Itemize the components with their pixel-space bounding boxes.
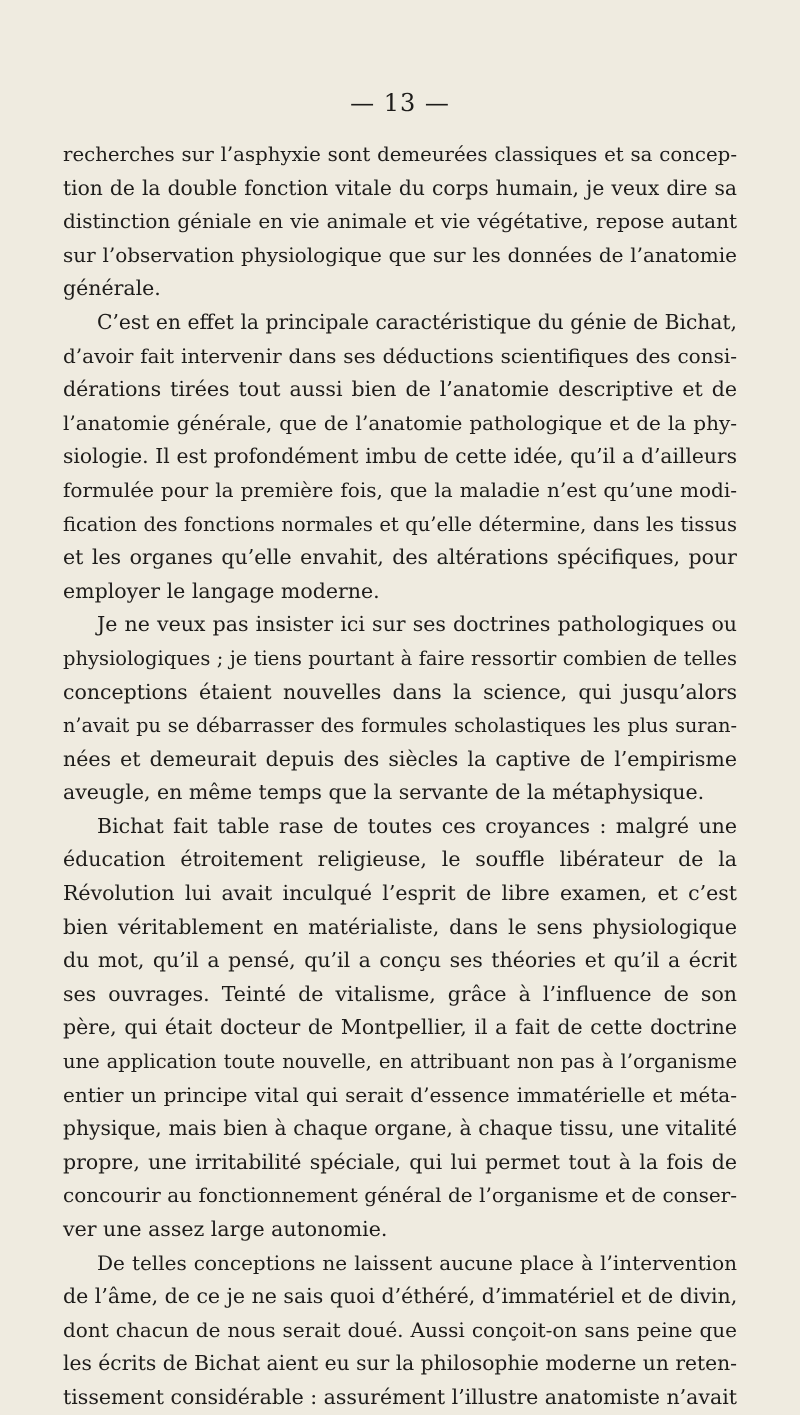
text-line: bien véritablement en matérialiste, dans le sens physiologique — [63, 914, 737, 939]
text-line: sur l’observation physiologique que sur les données de l’anatomie — [63, 242, 737, 267]
text-line: recherches sur l’asphyxie sont demeurées classiques et sa concep- — [63, 143, 737, 166]
text-line: ver une assez large autonomie. — [63, 1217, 388, 1241]
text-line: l’anatomie générale, que de l’anatomie pathologique et de la phy- — [63, 410, 737, 435]
text-line: les écrits de Bichat aient eu sur la philosophie moderne un reten- — [63, 1351, 737, 1376]
text-line: De telles conceptions ne laissent aucune place à l’intervention — [97, 1250, 737, 1275]
text-line: dont chacun de nous serait doué. Aussi conçoit-on sans peine que — [63, 1317, 737, 1342]
text-line: nées et demeurait depuis des siècles la captive de l’empirisme — [63, 746, 737, 771]
text-line: siologie. Il est profondément imbu de cette idée, qu’il a d’ailleurs — [63, 444, 737, 469]
page-number: — 13 — — [350, 89, 450, 117]
text-line: ses ouvrages. Teinté de vitalisme, grâce à l’influence de son — [63, 981, 737, 1006]
text-line: employer le langage moderne. — [63, 578, 380, 603]
text-line: physique, mais bien à chaque organe, à chaque tissu, une vitalité — [63, 1116, 737, 1141]
text-line: du mot, qu’il a pensé, qu’il a conçu ses théories et qu’il a écrit — [63, 948, 737, 973]
text-line: éducation étroitement religieuse, le souffle libérateur de la — [63, 847, 737, 872]
text-line: concourir au fonctionnement général de l’organisme et de conser- — [63, 1183, 737, 1208]
text-line: conceptions étaient nouvelles dans la science, qui jusqu’alors — [63, 679, 737, 704]
text-line: père, qui était docteur de Montpellier, il a fait de cette doctrine — [63, 1015, 737, 1040]
text-line: Je ne veux pas insister ici sur ses doctrines pathologiques ou — [97, 612, 737, 637]
text-line: n’avait pu se débarrasser des formules scholastiques les plus suran- — [63, 714, 737, 738]
text-line: dérations tirées tout aussi bien de l’anatomie descriptive et de — [63, 377, 737, 402]
text-line: entier un principe vital qui serait d’essence immatérielle et méta- — [63, 1082, 737, 1107]
text-line: tion de la double fonction vitale du corps humain, je veux dire sa — [63, 175, 737, 200]
text-line: aveugle, en même temps que la servante de la métaphysique. — [63, 780, 705, 805]
text-line: Révolution lui avait inculqué l’esprit de libre examen, et c’est — [63, 881, 737, 906]
text-line: Bichat fait table rase de toutes ces croyances : malgré une — [97, 813, 737, 838]
text-line: fication des fonctions normales et qu’elle détermine, dans les tissus — [63, 512, 737, 536]
text-line: formulée pour la première fois, que la maladie n’est qu’une modi- — [63, 477, 737, 502]
text-line: physiologiques ; je tiens pourtant à faire ressortir combien de telles — [63, 646, 737, 670]
text-line: de l’âme, de ce je ne sais quoi d’éthéré, d’immatériel et de divin, — [63, 1284, 738, 1309]
text-line: une application toute nouvelle, en attribuant non pas à l’organisme — [63, 1050, 737, 1074]
text-line: générale. — [63, 276, 161, 301]
text-line: et les organes qu’elle envahit, des altérations spécifiques, pour — [63, 545, 737, 570]
text-line: propre, une irritabilité spéciale, qui lui permet tout à la fois de — [63, 1149, 737, 1174]
body-text — [63, 138, 737, 1415]
text-line: C’est en effet la principale caractéristique du génie de Bichat, — [97, 309, 737, 334]
text-line: tissement considérable : assurément l’illustre anatomiste n’avait — [63, 1384, 737, 1409]
text-line: distinction géniale en vie animale et vie végétative, repose autant — [63, 209, 737, 234]
text-line: d’avoir fait intervenir dans ses déductions scientifiques des consi- — [63, 343, 737, 368]
